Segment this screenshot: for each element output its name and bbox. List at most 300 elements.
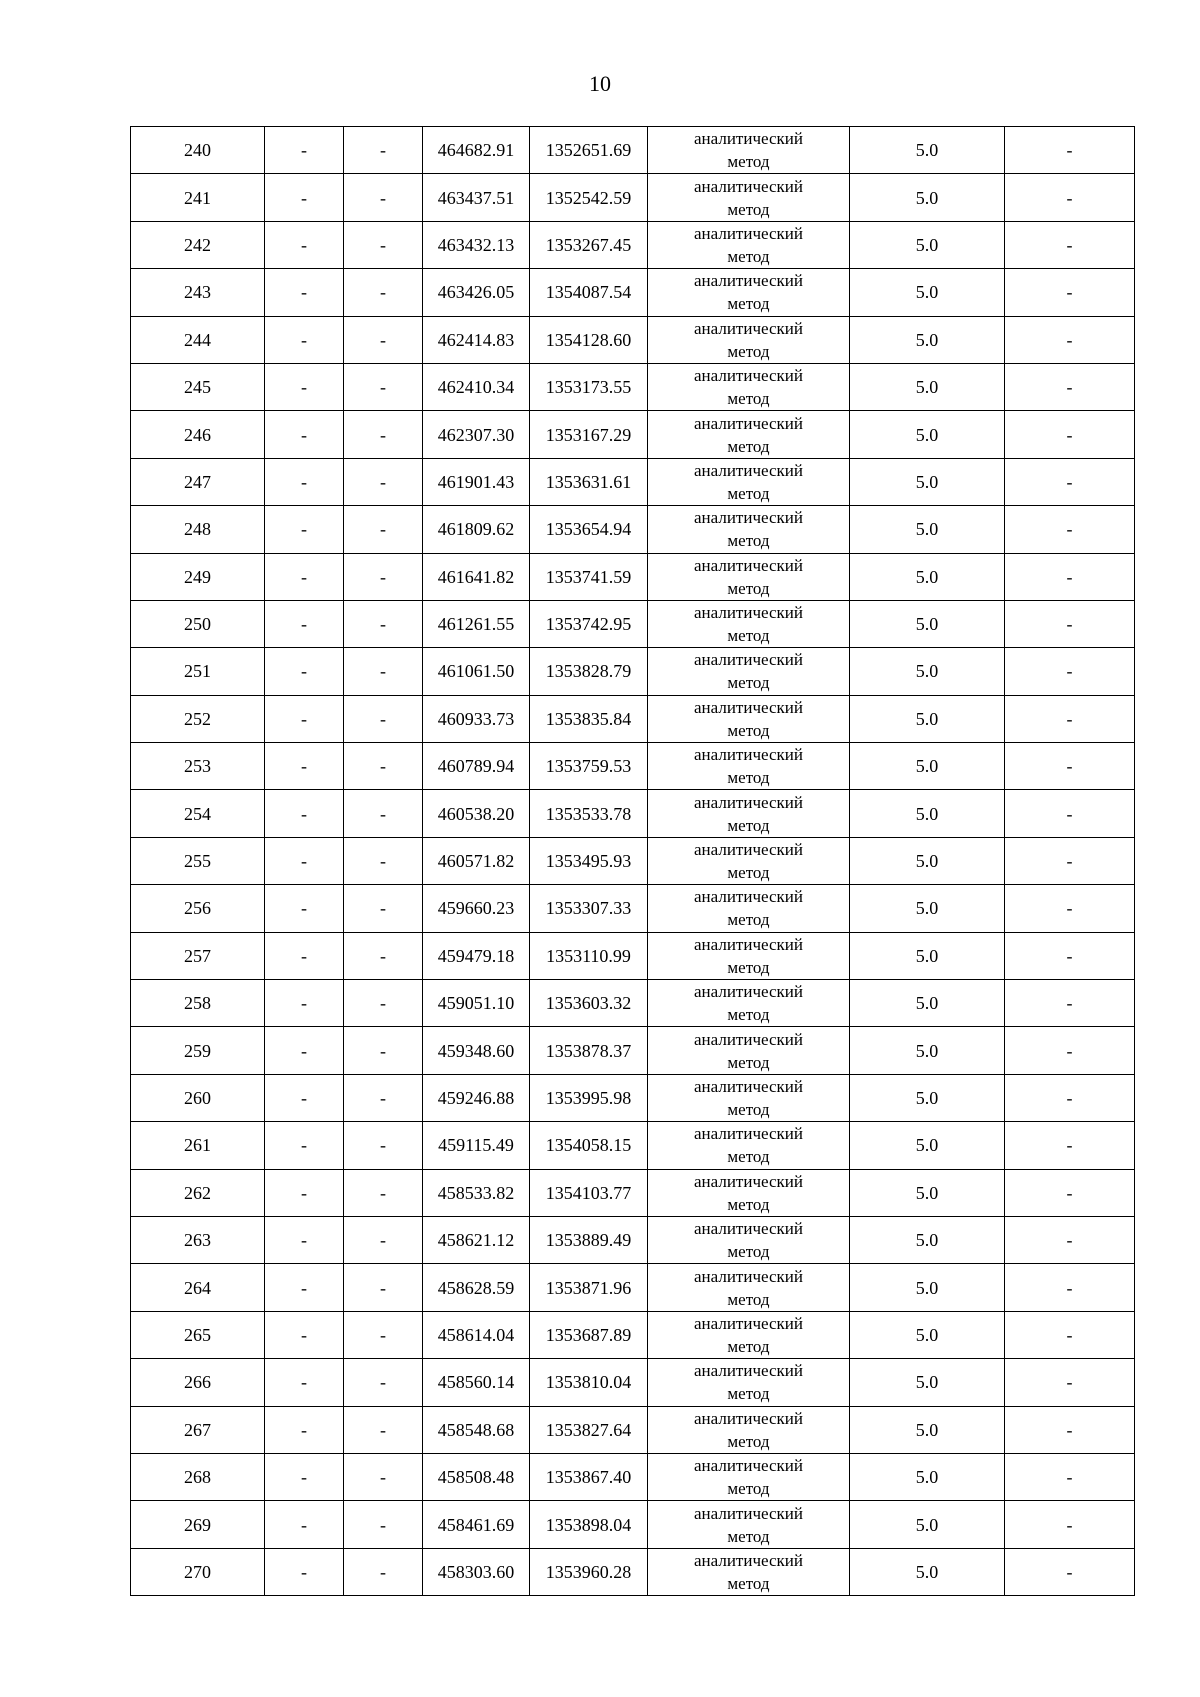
- method-cell: [648, 648, 850, 695]
- dash-cell-a: -: [265, 1074, 344, 1121]
- note-cell: -: [1005, 269, 1135, 316]
- dash-cell-b: -: [344, 837, 423, 884]
- note-cell: -: [1005, 980, 1135, 1027]
- dash-cell-b: -: [344, 885, 423, 932]
- table-row: [131, 1453, 1135, 1500]
- method-line-2: метод: [727, 720, 770, 740]
- x-coordinate-cell: 462410.34: [423, 363, 530, 410]
- method-cell: [648, 1122, 850, 1169]
- method-line-1: аналитический: [694, 366, 803, 386]
- dash-cell-a: -: [265, 411, 344, 458]
- y-coordinate-cell: 1352651.69: [530, 127, 648, 174]
- dash-cell-b: -: [344, 695, 423, 742]
- y-coordinate-cell: 1353871.96: [530, 1264, 648, 1311]
- point-number-cell: 257: [131, 932, 265, 979]
- precision-cell: 5.0: [850, 506, 1005, 553]
- note-cell: -: [1005, 1169, 1135, 1216]
- dash-cell-b: -: [344, 1264, 423, 1311]
- point-number-cell: 268: [131, 1453, 265, 1500]
- dash-cell-b: -: [344, 1359, 423, 1406]
- dash-cell-a: -: [265, 885, 344, 932]
- dash-cell-b: -: [344, 743, 423, 790]
- dash-cell-a: -: [265, 980, 344, 1027]
- note-cell: -: [1005, 1311, 1135, 1358]
- precision-cell: 5.0: [850, 1027, 1005, 1074]
- x-coordinate-cell: 458533.82: [423, 1169, 530, 1216]
- dash-cell-b: -: [344, 411, 423, 458]
- dash-cell-a: -: [265, 743, 344, 790]
- dash-cell-b: -: [344, 1453, 423, 1500]
- note-cell: -: [1005, 1122, 1135, 1169]
- dash-cell-b: -: [344, 1548, 423, 1595]
- table-row: [131, 790, 1135, 837]
- dash-cell-b: -: [344, 221, 423, 268]
- note-cell: -: [1005, 790, 1135, 837]
- point-number-cell: 261: [131, 1122, 265, 1169]
- method-cell: [648, 1501, 850, 1548]
- method-line-2: метод: [727, 1147, 770, 1167]
- method-cell: [648, 790, 850, 837]
- method-line-2: метод: [727, 1194, 770, 1214]
- y-coordinate-cell: 1353827.64: [530, 1406, 648, 1453]
- point-number-cell: 251: [131, 648, 265, 695]
- note-cell: -: [1005, 648, 1135, 695]
- dash-cell-b: -: [344, 1074, 423, 1121]
- method-line-1: аналитический: [694, 1503, 803, 1523]
- method-line-2: метод: [727, 863, 770, 883]
- y-coordinate-cell: 1353742.95: [530, 600, 648, 647]
- dash-cell-a: -: [265, 1406, 344, 1453]
- point-number-cell: 247: [131, 458, 265, 505]
- method-cell: [648, 316, 850, 363]
- note-cell: -: [1005, 1264, 1135, 1311]
- precision-cell: 5.0: [850, 363, 1005, 410]
- x-coordinate-cell: 460571.82: [423, 837, 530, 884]
- method-line-1: аналитический: [694, 555, 803, 575]
- point-number-cell: 246: [131, 411, 265, 458]
- method-cell: [648, 221, 850, 268]
- table-row: [131, 174, 1135, 221]
- table-row: [131, 1027, 1135, 1074]
- point-number-cell: 264: [131, 1264, 265, 1311]
- precision-cell: 5.0: [850, 174, 1005, 221]
- precision-cell: 5.0: [850, 458, 1005, 505]
- point-number-cell: 243: [131, 269, 265, 316]
- point-number-cell: 260: [131, 1074, 265, 1121]
- x-coordinate-cell: 461809.62: [423, 506, 530, 553]
- method-line-2: метод: [727, 578, 770, 598]
- point-number-cell: 262: [131, 1169, 265, 1216]
- dash-cell-b: -: [344, 1169, 423, 1216]
- note-cell: -: [1005, 1216, 1135, 1263]
- method-cell: [648, 1216, 850, 1263]
- coordinates-table: [130, 126, 1135, 1596]
- y-coordinate-cell: 1353173.55: [530, 363, 648, 410]
- dash-cell-b: -: [344, 553, 423, 600]
- method-line-2: метод: [727, 1573, 770, 1593]
- method-line-2: метод: [727, 1289, 770, 1309]
- method-line-1: аналитический: [694, 697, 803, 717]
- precision-cell: 5.0: [850, 600, 1005, 647]
- dash-cell-a: -: [265, 1548, 344, 1595]
- note-cell: -: [1005, 600, 1135, 647]
- point-number-cell: 259: [131, 1027, 265, 1074]
- point-number-cell: 252: [131, 695, 265, 742]
- precision-cell: 5.0: [850, 695, 1005, 742]
- dash-cell-a: -: [265, 363, 344, 410]
- note-cell: -: [1005, 1453, 1135, 1500]
- dash-cell-b: -: [344, 458, 423, 505]
- dash-cell-a: -: [265, 127, 344, 174]
- table-row: [131, 506, 1135, 553]
- x-coordinate-cell: 460933.73: [423, 695, 530, 742]
- dash-cell-a: -: [265, 648, 344, 695]
- point-number-cell: 240: [131, 127, 265, 174]
- y-coordinate-cell: 1354087.54: [530, 269, 648, 316]
- x-coordinate-cell: 459115.49: [423, 1122, 530, 1169]
- method-line-2: метод: [727, 1479, 770, 1499]
- method-line-1: аналитический: [694, 745, 803, 765]
- method-cell: [648, 1548, 850, 1595]
- x-coordinate-cell: 458628.59: [423, 1264, 530, 1311]
- point-number-cell: 248: [131, 506, 265, 553]
- point-number-cell: 254: [131, 790, 265, 837]
- note-cell: -: [1005, 553, 1135, 600]
- table-row: [131, 1406, 1135, 1453]
- dash-cell-a: -: [265, 1169, 344, 1216]
- precision-cell: 5.0: [850, 1406, 1005, 1453]
- method-cell: [648, 553, 850, 600]
- table-body: [131, 127, 1135, 1596]
- dash-cell-a: -: [265, 1027, 344, 1074]
- dash-cell-b: -: [344, 1311, 423, 1358]
- note-cell: -: [1005, 885, 1135, 932]
- y-coordinate-cell: 1353960.28: [530, 1548, 648, 1595]
- x-coordinate-cell: 463432.13: [423, 221, 530, 268]
- method-line-1: аналитический: [694, 318, 803, 338]
- table-row: [131, 980, 1135, 1027]
- y-coordinate-cell: 1353867.40: [530, 1453, 648, 1500]
- precision-cell: 5.0: [850, 1453, 1005, 1500]
- dash-cell-b: -: [344, 600, 423, 647]
- method-line-2: метод: [727, 294, 770, 314]
- x-coordinate-cell: 464682.91: [423, 127, 530, 174]
- dash-cell-a: -: [265, 553, 344, 600]
- x-coordinate-cell: 461901.43: [423, 458, 530, 505]
- x-coordinate-cell: 459246.88: [423, 1074, 530, 1121]
- method-line-2: метод: [727, 1005, 770, 1025]
- note-cell: -: [1005, 174, 1135, 221]
- table-row: [131, 221, 1135, 268]
- table-row: [131, 411, 1135, 458]
- point-number-cell: 255: [131, 837, 265, 884]
- method-line-2: метод: [727, 626, 770, 646]
- y-coordinate-cell: 1354103.77: [530, 1169, 648, 1216]
- table-row: [131, 695, 1135, 742]
- note-cell: -: [1005, 1359, 1135, 1406]
- note-cell: -: [1005, 695, 1135, 742]
- dash-cell-a: -: [265, 1359, 344, 1406]
- method-line-1: аналитический: [694, 1171, 803, 1191]
- method-line-1: аналитический: [694, 129, 803, 149]
- precision-cell: 5.0: [850, 316, 1005, 363]
- precision-cell: 5.0: [850, 790, 1005, 837]
- y-coordinate-cell: 1353878.37: [530, 1027, 648, 1074]
- method-line-2: метод: [727, 199, 770, 219]
- dash-cell-a: -: [265, 506, 344, 553]
- method-cell: [648, 1311, 850, 1358]
- note-cell: -: [1005, 316, 1135, 363]
- note-cell: -: [1005, 458, 1135, 505]
- method-cell: [648, 1453, 850, 1500]
- x-coordinate-cell: 460538.20: [423, 790, 530, 837]
- x-coordinate-cell: 458621.12: [423, 1216, 530, 1263]
- point-number-cell: 244: [131, 316, 265, 363]
- table-row: [131, 1216, 1135, 1263]
- dash-cell-b: -: [344, 932, 423, 979]
- dash-cell-a: -: [265, 174, 344, 221]
- precision-cell: 5.0: [850, 743, 1005, 790]
- precision-cell: 5.0: [850, 1501, 1005, 1548]
- dash-cell-a: -: [265, 1453, 344, 1500]
- x-coordinate-cell: 459051.10: [423, 980, 530, 1027]
- method-line-1: аналитический: [694, 1029, 803, 1049]
- dash-cell-b: -: [344, 506, 423, 553]
- note-cell: -: [1005, 1501, 1135, 1548]
- method-cell: [648, 600, 850, 647]
- point-number-cell: 267: [131, 1406, 265, 1453]
- precision-cell: 5.0: [850, 1122, 1005, 1169]
- y-coordinate-cell: 1353898.04: [530, 1501, 648, 1548]
- y-coordinate-cell: 1353603.32: [530, 980, 648, 1027]
- note-cell: -: [1005, 411, 1135, 458]
- dash-cell-a: -: [265, 1311, 344, 1358]
- precision-cell: 5.0: [850, 1169, 1005, 1216]
- dash-cell-b: -: [344, 1216, 423, 1263]
- method-line-1: аналитический: [694, 934, 803, 954]
- method-line-1: аналитический: [694, 982, 803, 1002]
- method-cell: [648, 1359, 850, 1406]
- precision-cell: 5.0: [850, 1548, 1005, 1595]
- method-line-2: метод: [727, 152, 770, 172]
- table-row: [131, 932, 1135, 979]
- method-line-1: аналитический: [694, 650, 803, 670]
- dash-cell-b: -: [344, 1406, 423, 1453]
- method-cell: [648, 411, 850, 458]
- y-coordinate-cell: 1353307.33: [530, 885, 648, 932]
- point-number-cell: 241: [131, 174, 265, 221]
- point-number-cell: 266: [131, 1359, 265, 1406]
- x-coordinate-cell: 459660.23: [423, 885, 530, 932]
- dash-cell-b: -: [344, 980, 423, 1027]
- y-coordinate-cell: 1353687.89: [530, 1311, 648, 1358]
- method-line-2: метод: [727, 910, 770, 930]
- method-cell: [648, 1264, 850, 1311]
- dash-cell-a: -: [265, 269, 344, 316]
- point-number-cell: 242: [131, 221, 265, 268]
- precision-cell: 5.0: [850, 1216, 1005, 1263]
- method-line-2: метод: [727, 815, 770, 835]
- dash-cell-a: -: [265, 1122, 344, 1169]
- method-line-2: метод: [727, 1242, 770, 1262]
- note-cell: -: [1005, 1074, 1135, 1121]
- method-line-2: метод: [727, 483, 770, 503]
- table-row: [131, 648, 1135, 695]
- point-number-cell: 258: [131, 980, 265, 1027]
- note-cell: -: [1005, 1406, 1135, 1453]
- x-coordinate-cell: 460789.94: [423, 743, 530, 790]
- note-cell: -: [1005, 363, 1135, 410]
- method-cell: [648, 1406, 850, 1453]
- method-line-1: аналитический: [694, 1361, 803, 1381]
- method-cell: [648, 174, 850, 221]
- method-cell: [648, 1074, 850, 1121]
- precision-cell: 5.0: [850, 1359, 1005, 1406]
- x-coordinate-cell: 458508.48: [423, 1453, 530, 1500]
- table-row: [131, 837, 1135, 884]
- y-coordinate-cell: 1353995.98: [530, 1074, 648, 1121]
- method-cell: [648, 458, 850, 505]
- method-line-1: аналитический: [694, 413, 803, 433]
- method-cell: [648, 695, 850, 742]
- x-coordinate-cell: 461261.55: [423, 600, 530, 647]
- method-line-1: аналитический: [694, 1124, 803, 1144]
- point-number-cell: 253: [131, 743, 265, 790]
- method-cell: [648, 506, 850, 553]
- dash-cell-a: -: [265, 695, 344, 742]
- dash-cell-b: -: [344, 174, 423, 221]
- method-line-2: метод: [727, 957, 770, 977]
- method-line-1: аналитический: [694, 792, 803, 812]
- dash-cell-a: -: [265, 316, 344, 363]
- y-coordinate-cell: 1353810.04: [530, 1359, 648, 1406]
- precision-cell: 5.0: [850, 1264, 1005, 1311]
- method-line-2: метод: [727, 341, 770, 361]
- note-cell: -: [1005, 506, 1135, 553]
- method-line-2: метод: [727, 531, 770, 551]
- method-line-1: аналитический: [694, 1408, 803, 1428]
- dash-cell-a: -: [265, 600, 344, 647]
- table-row: [131, 1074, 1135, 1121]
- method-line-1: аналитический: [694, 603, 803, 623]
- method-line-2: метод: [727, 1526, 770, 1546]
- precision-cell: 5.0: [850, 221, 1005, 268]
- point-number-cell: 245: [131, 363, 265, 410]
- x-coordinate-cell: 459348.60: [423, 1027, 530, 1074]
- x-coordinate-cell: 458461.69: [423, 1501, 530, 1548]
- y-coordinate-cell: 1353835.84: [530, 695, 648, 742]
- x-coordinate-cell: 458548.68: [423, 1406, 530, 1453]
- point-number-cell: 265: [131, 1311, 265, 1358]
- dash-cell-a: -: [265, 1264, 344, 1311]
- point-number-cell: 250: [131, 600, 265, 647]
- table-row: [131, 1548, 1135, 1595]
- point-number-cell: 270: [131, 1548, 265, 1595]
- x-coordinate-cell: 458560.14: [423, 1359, 530, 1406]
- y-coordinate-cell: 1353533.78: [530, 790, 648, 837]
- dash-cell-a: -: [265, 1216, 344, 1263]
- dash-cell-b: -: [344, 1501, 423, 1548]
- y-coordinate-cell: 1353631.61: [530, 458, 648, 505]
- method-line-1: аналитический: [694, 508, 803, 528]
- method-line-2: метод: [727, 1431, 770, 1451]
- x-coordinate-cell: 458614.04: [423, 1311, 530, 1358]
- table-row: [131, 1169, 1135, 1216]
- dash-cell-b: -: [344, 790, 423, 837]
- x-coordinate-cell: 463426.05: [423, 269, 530, 316]
- method-line-1: аналитический: [694, 176, 803, 196]
- method-line-2: метод: [727, 246, 770, 266]
- point-number-cell: 269: [131, 1501, 265, 1548]
- x-coordinate-cell: 462414.83: [423, 316, 530, 363]
- y-coordinate-cell: 1353267.45: [530, 221, 648, 268]
- method-line-2: метод: [727, 673, 770, 693]
- dash-cell-b: -: [344, 648, 423, 695]
- table-row: [131, 1501, 1135, 1548]
- method-line-1: аналитический: [694, 1313, 803, 1333]
- method-cell: [648, 127, 850, 174]
- method-line-2: метод: [727, 1384, 770, 1404]
- y-coordinate-cell: 1353828.79: [530, 648, 648, 695]
- method-line-2: метод: [727, 1100, 770, 1119]
- table-row: [131, 600, 1135, 647]
- table-row: [131, 1311, 1135, 1358]
- precision-cell: 5.0: [850, 1074, 1005, 1121]
- precision-cell: 5.0: [850, 411, 1005, 458]
- method-cell: [648, 269, 850, 316]
- method-line-2: метод: [727, 436, 770, 456]
- point-number-cell: 249: [131, 553, 265, 600]
- precision-cell: 5.0: [850, 885, 1005, 932]
- method-line-1: аналитический: [694, 271, 803, 291]
- method-line-1: аналитический: [694, 223, 803, 243]
- note-cell: -: [1005, 932, 1135, 979]
- table-row: [131, 269, 1135, 316]
- method-line-2: метод: [727, 1052, 770, 1072]
- method-line-2: метод: [727, 1336, 770, 1356]
- table-row: [131, 458, 1135, 505]
- precision-cell: 5.0: [850, 1311, 1005, 1358]
- method-cell: [648, 363, 850, 410]
- method-line-2: метод: [727, 389, 770, 409]
- table-row: [131, 127, 1135, 174]
- x-coordinate-cell: 463437.51: [423, 174, 530, 221]
- table-row: [131, 553, 1135, 600]
- precision-cell: 5.0: [850, 932, 1005, 979]
- note-cell: -: [1005, 1548, 1135, 1595]
- method-cell: [648, 837, 850, 884]
- precision-cell: 5.0: [850, 837, 1005, 884]
- dash-cell-b: -: [344, 1027, 423, 1074]
- y-coordinate-cell: 1354058.15: [530, 1122, 648, 1169]
- dash-cell-b: -: [344, 269, 423, 316]
- note-cell: -: [1005, 743, 1135, 790]
- dash-cell-b: -: [344, 316, 423, 363]
- table-row: [131, 1122, 1135, 1169]
- note-cell: -: [1005, 837, 1135, 884]
- note-cell: -: [1005, 1027, 1135, 1074]
- y-coordinate-cell: 1353759.53: [530, 743, 648, 790]
- point-number-cell: 256: [131, 885, 265, 932]
- precision-cell: 5.0: [850, 269, 1005, 316]
- method-line-2: метод: [727, 768, 770, 788]
- dash-cell-b: -: [344, 1122, 423, 1169]
- x-coordinate-cell: 461641.82: [423, 553, 530, 600]
- dash-cell-a: -: [265, 932, 344, 979]
- method-line-1: аналитический: [694, 840, 803, 860]
- x-coordinate-cell: 462307.30: [423, 411, 530, 458]
- method-line-1: аналитический: [694, 460, 803, 480]
